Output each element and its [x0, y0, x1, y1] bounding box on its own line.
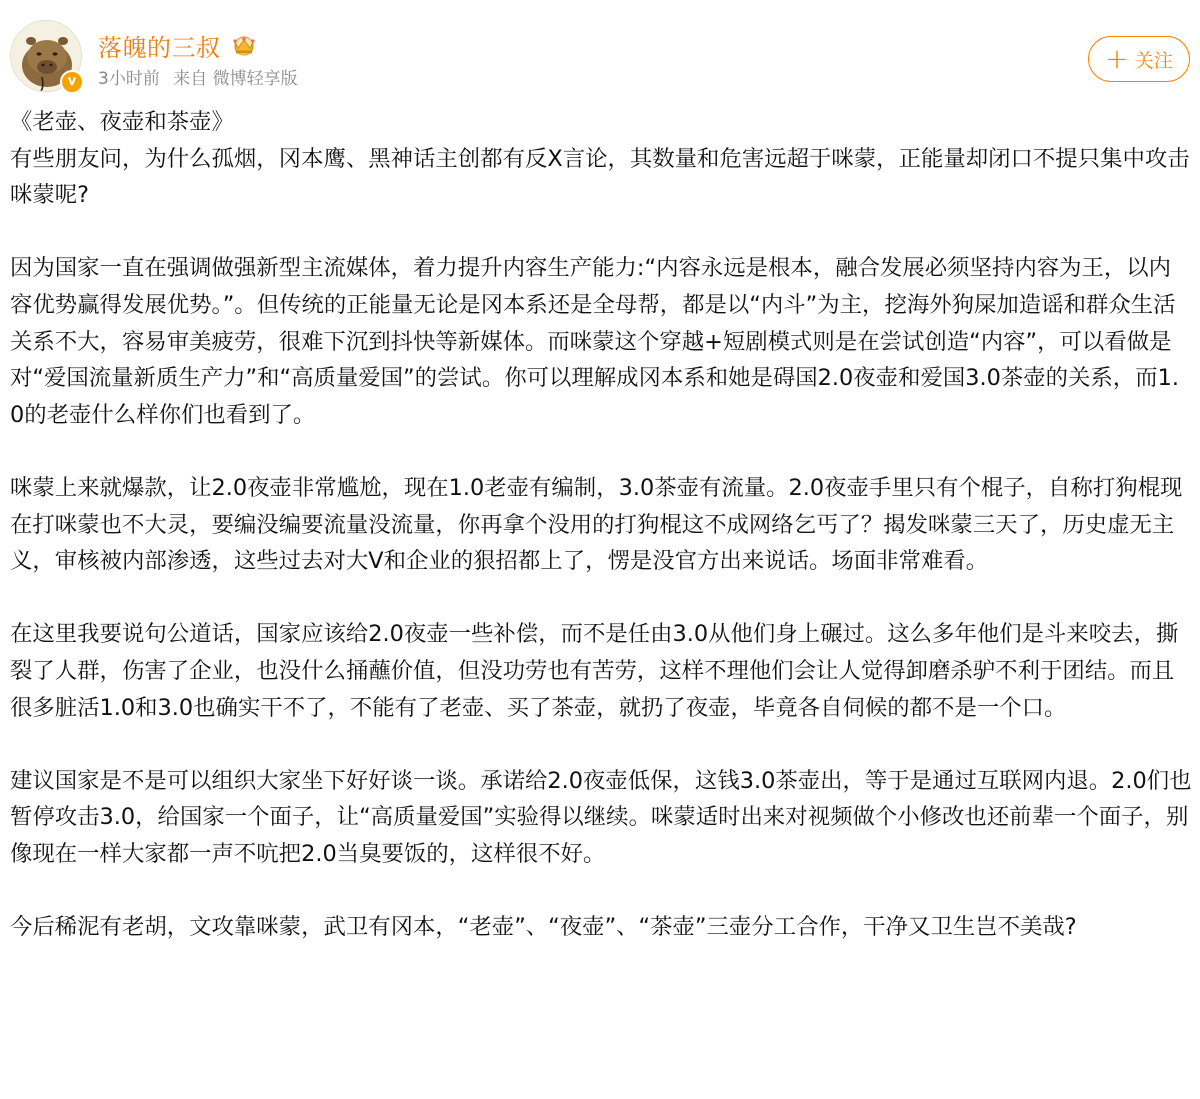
- paragraph: 今后稀泥有老胡，文攻靠咪蒙，武卫有冈本，“老壶”、“夜壶”、“茶壶”三壶分工合作，干净又卫生岂不美哉?: [10, 914, 1077, 941]
- verified-badge-icon: v: [60, 70, 84, 94]
- post-title: 《老壶、夜壶和茶壶》: [10, 109, 234, 135]
- paragraph: 建议国家是不是可以组织大家坐下好好谈一谈。承诺给2.0夜壶低保，这钱3.0茶壶出，等于是通过互联网内退。2.0们也暂停攻击3.0，给国家一个面子，让“高质量爱国”实验得以继续。咪蒙适时出来对视频做个小修改也还前辈一个面子，别像现在一样大家都一声不吭把2.0当臭要饭的，这样很不好。: [10, 767, 1192, 867]
- username-row: [98, 28, 259, 62]
- paragraph: 咪蒙上来就爆款，让2.0夜壶非常尴尬，现在1.0老壶有编制，3.0茶壶有流量。2.0夜壶手里只有个棍子，自称打狗棍现在打咪蒙也不大灵，要编没编要流量没流量，你再拿个没用的打狗棍这不成网络乞丐了？揭发咪蒙三天了，历史虚无主义，审核被内部渗透，这些过去对大V和企业的狠招都上了，愣是没官方出来说话。场面非常难看。: [10, 474, 1183, 575]
- post-source[interactable]: 来自 微博轻享版: [173, 69, 298, 89]
- username[interactable]: 落魄的三叔: [98, 33, 221, 62]
- paragraph: 有些朋友问，为什么孤烟，冈本鹰、黑神话主创都有反X言论，其数量和危害远超于咪蒙，正能量却闭口不提只集中攻击咪蒙呢?: [10, 145, 1190, 209]
- paragraph: 在这里我要说句公道话，国家应该给2.0夜壶一些补偿，而不是任由3.0从他们身上碾过。这么多年他们是斗来咬去，撕裂了人群，伤害了企业，也没什么捅蘸价值，但没功劳也有苦劳，这样不理他们会让人觉得卸磨杀驴不利于团结。而且很多脏活1.0和3.0也确实干不了，不能有了老壶、买了茶壶，就扔了夜壶，毕竟各自伺候的都不是一个口。: [10, 621, 1179, 721]
- post-header: [10, 20, 1190, 96]
- post-meta: [98, 64, 306, 89]
- post-time: 3小时前: [98, 69, 160, 89]
- follow-label: 关注: [1134, 49, 1173, 72]
- post-content: [10, 104, 1192, 946]
- plus-icon: +: [1105, 42, 1129, 75]
- paragraph: 因为国家一直在强调做强新型主流媒体，着力提升内容生产能力:“内容永远是根本，融合发展必须坚持内容为王，以内容优势赢得发展优势。”。但传统的正能量无论是冈本系还是全母帮，都是以“内斗”为主，挖海外狗屎加造谣和群众生活关系不大，容易审美疲劳，很难下沉到抖快等新媒体。而咪蒙这个穿越+短剧模式则是在尝试创造“内容”，可以看做是对“爱国流量新质生产力”和“高质量爱国”的尝试。你可以理解成冈本系和她是碍国2.0夜壶和爱国3.0茶壶的关系，而1.0的老壶什么样你们也看到了。: [10, 255, 1179, 428]
- crown-badge-icon[interactable]: [229, 32, 259, 58]
- follow-button[interactable]: [1088, 36, 1190, 82]
